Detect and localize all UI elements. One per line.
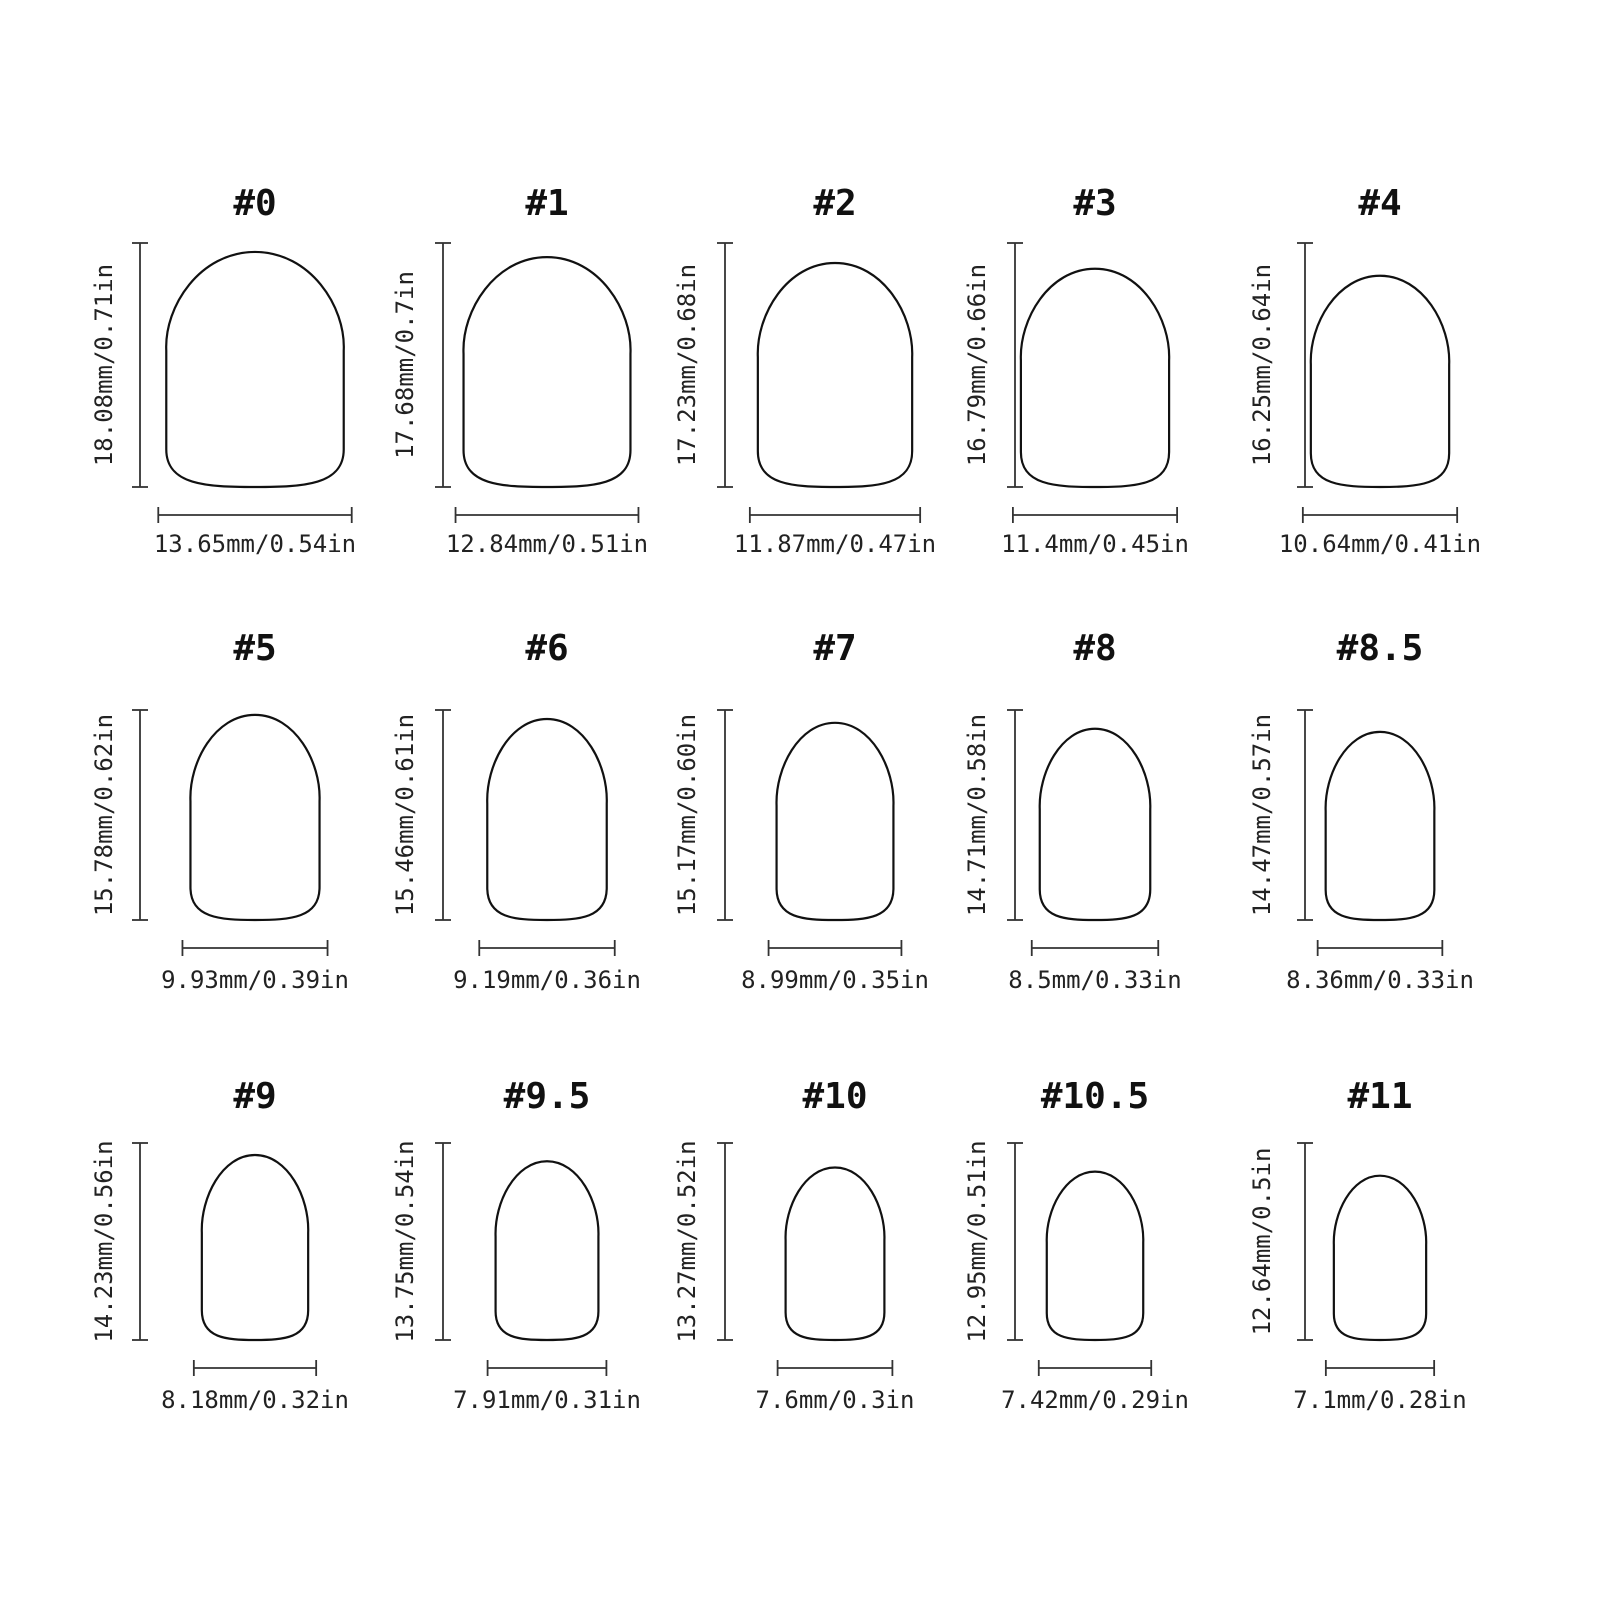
height-label: 13.27mm/0.52in <box>673 1140 701 1343</box>
width-label: 8.99mm/0.35in <box>741 966 929 994</box>
width-label: 11.4mm/0.45in <box>1001 530 1189 558</box>
height-label: 18.08mm/0.71in <box>90 263 118 467</box>
nail-size-title: #9.5 <box>503 1076 591 1117</box>
height-label: 12.95mm/0.51in <box>963 1140 991 1343</box>
nail-size-title: #2 <box>813 183 857 224</box>
height-label: 16.25mm/0.64in <box>1248 263 1276 467</box>
height-label: 14.71mm/0.58in <box>963 713 991 917</box>
nail-size-title: #7 <box>813 628 857 669</box>
height-label: 15.46mm/0.61in <box>391 713 419 917</box>
width-label: 7.91mm/0.31in <box>453 1386 641 1414</box>
height-label: 13.75mm/0.54in <box>391 1140 419 1343</box>
nail-size-title: #4 <box>1358 183 1402 224</box>
height-label: 14.23mm/0.56in <box>90 1140 118 1343</box>
width-label: 7.6mm/0.3in <box>755 1386 915 1414</box>
nail-size-title: #8 <box>1073 628 1117 669</box>
height-label: 12.64mm/0.5in <box>1248 1147 1276 1336</box>
height-label: 15.78mm/0.62in <box>90 713 118 917</box>
height-label: 15.17mm/0.60in <box>673 713 701 917</box>
height-label: 16.79mm/0.66in <box>963 263 991 467</box>
height-label: 17.68mm/0.7in <box>391 271 419 459</box>
nail-size-title: #10 <box>802 1076 868 1117</box>
width-label: 10.64mm/0.41in <box>1278 530 1482 558</box>
height-label: 14.47mm/0.57in <box>1248 713 1276 917</box>
width-label: 9.19mm/0.36in <box>453 966 641 994</box>
nail-size-title: #6 <box>525 628 569 669</box>
nail-size-title: #9 <box>233 1076 277 1117</box>
width-label: 13.65mm/0.54in <box>153 530 357 558</box>
nail-size-title: #5 <box>233 628 277 669</box>
width-label: 11.87mm/0.47in <box>733 530 937 558</box>
nail-size-title: #10.5 <box>1040 1076 1150 1117</box>
nail-size-title: #1 <box>525 183 569 224</box>
width-label: 7.1mm/0.28in <box>1293 1386 1467 1414</box>
nail-size-title: #11 <box>1347 1076 1413 1117</box>
width-label: 7.42mm/0.29in <box>1001 1386 1189 1414</box>
width-label: 9.93mm/0.39in <box>161 966 349 994</box>
nail-size-title: #8.5 <box>1336 628 1424 669</box>
nail-size-title: #0 <box>233 183 277 224</box>
width-label: 8.18mm/0.32in <box>161 1386 349 1414</box>
height-label: 17.23mm/0.68in <box>673 263 701 467</box>
nail-size-title: #3 <box>1073 183 1117 224</box>
width-label: 12.84mm/0.51in <box>445 530 649 558</box>
width-label: 8.36mm/0.33in <box>1286 966 1474 994</box>
width-label: 8.5mm/0.33in <box>1008 966 1182 994</box>
